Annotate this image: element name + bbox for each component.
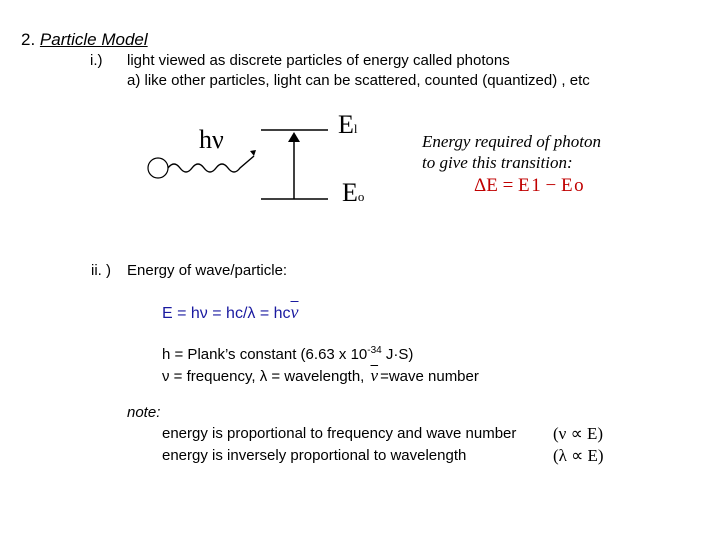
molecule-circle (148, 158, 168, 178)
lower-level-label: Eo (342, 178, 365, 207)
photon-label: hν (199, 125, 224, 154)
frequency-definition: ν = frequency, λ = wavelength, $\overline{\nu}$ =wave number (162, 366, 479, 385)
energy-note-line2: to give this transition: (422, 153, 573, 172)
item-i-marker: i.) (90, 52, 103, 69)
transition-arrowhead (288, 132, 300, 142)
item-i-line1: light viewed as discrete particles of energy called photons (127, 52, 510, 69)
photon-wave (168, 156, 254, 172)
item-ii-text: Energy of wave/particle: (127, 262, 288, 279)
heading-title: Particle Model (39, 30, 148, 49)
note-label: note: (127, 404, 161, 421)
note-line2: energy is inversely proportional to wavelength (162, 447, 467, 464)
photon-arrowhead (250, 150, 256, 156)
planck-definition: h = Plank’s constant (6.63 x $10^{-34}$ J·S) (162, 345, 414, 363)
section-heading (21, 30, 148, 50)
note-line1: energy is proportional to frequency and wave number (162, 425, 517, 442)
delta-e-equation: ΔE = E 1 − E o (474, 175, 584, 196)
energy-equation: $E = h\nu = hc/\lambda = hc\overline{\nu}$ (162, 302, 299, 322)
upper-level-label: El (338, 110, 358, 139)
note-line1-relation: (ν ∝ E) (553, 424, 604, 443)
energy-note-line1: Energy required of photon (422, 132, 601, 151)
item-ii-marker: ii. ) (91, 262, 111, 279)
heading-number: 2. (21, 30, 36, 49)
note-line2-relation: (λ ∝ E) (553, 446, 604, 465)
item-i-line2: a) like other particles, light can be scattered, counted (quantized) , etc (127, 72, 590, 89)
